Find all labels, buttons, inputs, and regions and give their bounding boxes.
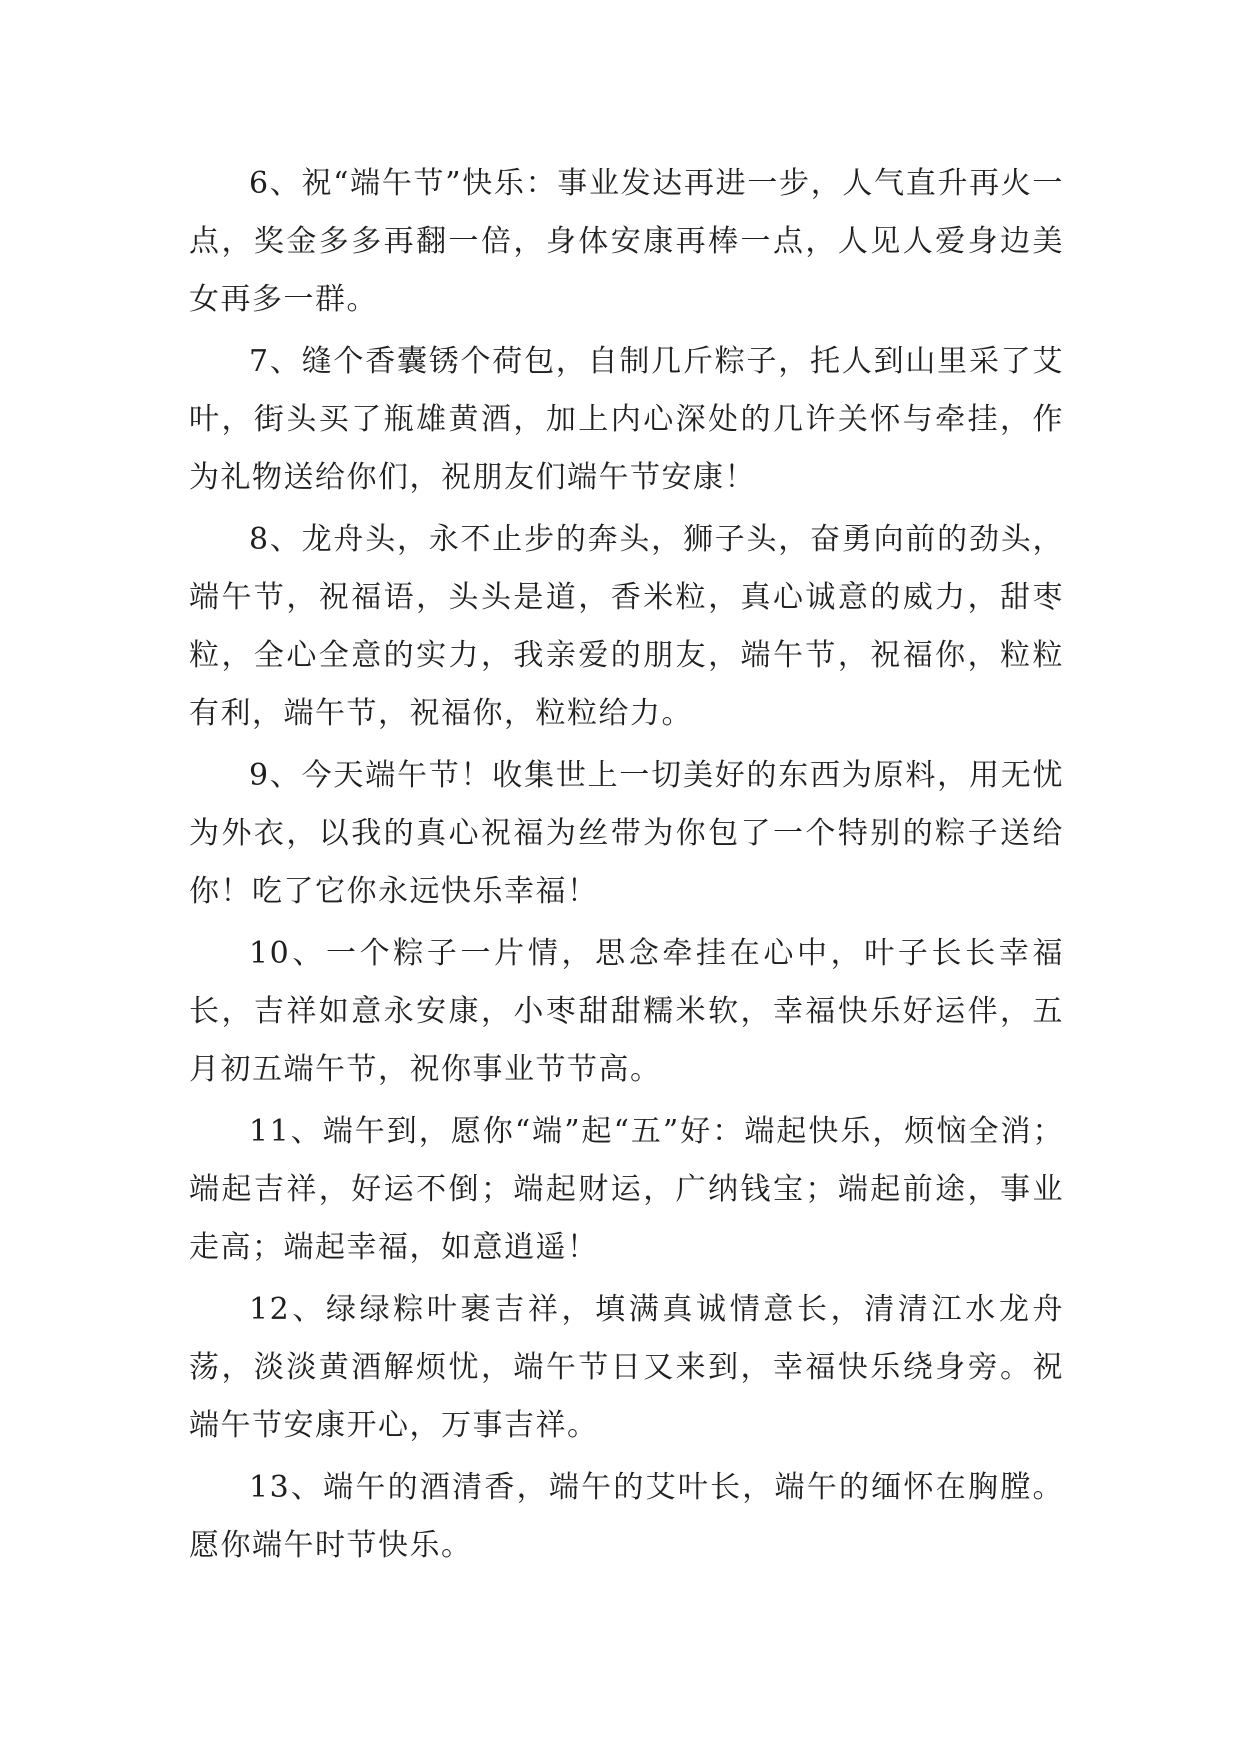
paragraph: 10、一个粽子一片情，思念牵挂在心中，叶子长长幸福长，吉祥如意永安康，小枣甜甜糯米软，幸福快乐好运伴，五月初五端午节，祝你事业节节高。 xyxy=(189,936,1064,1087)
document-body xyxy=(189,155,1064,1579)
paragraph: 8、龙舟头，永不止步的奔头，狮子头，奋勇向前的劲头，端午节，祝福语，头头是道，香米粒，真心诚意的威力，甜枣粒，全心全意的实力，我亲爱的朋友，端午节，祝福你，粒粒有利，端午节，祝福你，粒粒给力。 xyxy=(189,522,1064,731)
paragraph: 6、祝“端午节”快乐：事业发达再进一步，人气直升再火一点，奖金多多再翻一倍，身体安康再棒一点，人见人爱身边美女再多一群。 xyxy=(189,166,1064,317)
paragraph: 9、今天端午节！收集世上一切美好的东西为原料，用无忧为外衣，以我的真心祝福为丝带为你包了一个特别的粽子送给你！吃了它你永远快乐幸福！ xyxy=(189,758,1064,909)
paragraph: 7、缝个香囊锈个荷包，自制几斤粽子，托人到山里采了艾叶，街头买了瓶雄黄酒，加上内心深处的几许关怀与牵挂，作为礼物送给你们，祝朋友们端午节安康！ xyxy=(189,344,1064,495)
paragraph: 12、绿绿粽叶裹吉祥，填满真诚情意长，清清江水龙舟荡，淡淡黄酒解烦忧，端午节日又来到，幸福快乐绕身旁。祝端午节安康开心，万事吉祥。 xyxy=(189,1292,1064,1443)
paragraph: 11、端午到，愿你“端”起“五”好：端起快乐，烦恼全消；端起吉祥，好运不倒；端起财运，广纳钱宝；端起前途，事业走高；端起幸福，如意逍遥！ xyxy=(189,1114,1064,1265)
paragraph: 13、端午的酒清香，端午的艾叶长，端午的缅怀在胸膛。愿你端午时节快乐。 xyxy=(189,1470,1064,1563)
